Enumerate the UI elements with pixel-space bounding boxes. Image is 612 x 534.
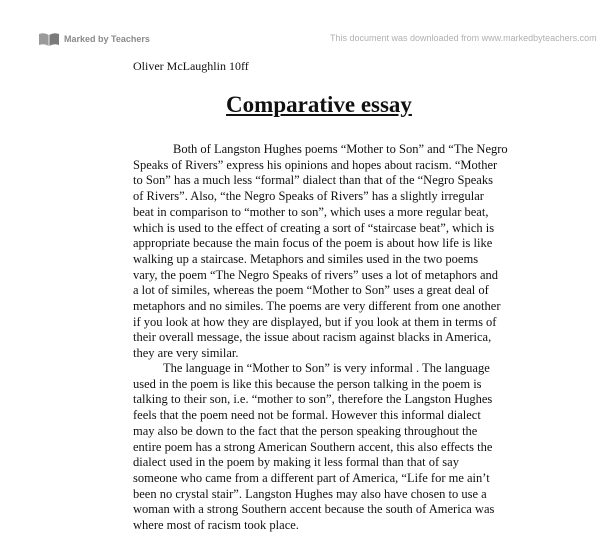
paragraph-line: dialect used in the poem by making it less formal than that of say	[133, 455, 459, 470]
paragraph-line: beat in comparison to “mother to son”, which uses a more regular beat,	[133, 204, 489, 219]
paragraph-line: someone who came from a different part of America, “Life for me ain’t	[133, 470, 490, 485]
paragraph-line: talking to their son, i.e. “mother to son”, therefore the Langston Hughes	[133, 392, 493, 407]
paragraph-line: used in the poem is like this because the person talking in the poem is	[133, 376, 482, 391]
paragraph-line: woman with a strong Southern accent because the south of America was	[133, 502, 495, 517]
paragraph-line: they are very similar.	[133, 346, 239, 361]
download-source-note: This document was downloaded from www.markedbyteachers.com	[330, 33, 597, 43]
essay-paragraph-1	[133, 142, 508, 362]
essay-paragraph-2	[133, 361, 494, 534]
paragraph-line: been no crystal stair”. Langston Hughes may also have chosen to use a	[133, 486, 487, 501]
author-line: Oliver McLaughlin 10ff	[133, 59, 249, 73]
paragraph-line: walking up a staircase. Metaphors and similes used in the two poems	[133, 251, 479, 266]
paragraph-line: Both of Langston Hughes poems “Mother to Son” and “The Negro	[173, 142, 508, 156]
paragraph-line: which is used to the effect of creating a sort of “staircase beat”, which is	[133, 220, 495, 235]
paragraph-line: if you look at how they are displayed, but if you look at them in terms of	[133, 314, 497, 329]
paragraph-line: appropriate because the main focus of the poem is about how life is like	[133, 236, 493, 251]
paragraph-line: The language in “Mother to Son” is very informal . The language	[163, 361, 490, 375]
paragraph-line: vary, the poem “The Negro Speaks of rivers” uses a lot of metaphors and	[133, 267, 499, 282]
paragraph-line: entire poem has a strong American Southern accent, this also effects the	[133, 439, 493, 454]
paragraph-line: to Son” has a much less “formal” dialect than that of the “Negro Speaks	[133, 173, 493, 188]
paragraph-line: feels that the poem need not be formal. However this informal dialect	[133, 408, 481, 423]
paragraph-line: metaphors and no similes. The poems are very different from one another	[133, 299, 501, 314]
paragraph-line: where most of racism took place.	[133, 518, 299, 533]
open-book-icon	[38, 31, 60, 47]
paragraph-line: their overall message, the issue about racism against blacks in America,	[133, 330, 492, 345]
paragraph-line: Speaks of Rivers” express his opinions and hopes about racism. “Mother	[133, 157, 498, 172]
essay-title: Comparative essay	[226, 92, 412, 117]
paragraph-line: may also be down to the fact that the person speaking throughout the	[133, 423, 478, 438]
brand-header	[38, 29, 150, 49]
paragraph-line: a lot of similes, whereas the poem “Mother to Son” uses a great deal of	[133, 283, 489, 298]
brand-name: Marked by Teachers	[64, 34, 150, 44]
paragraph-line: of Rivers”. Also, “the Negro Speaks of Rivers” has a slightly irregular	[133, 189, 484, 204]
